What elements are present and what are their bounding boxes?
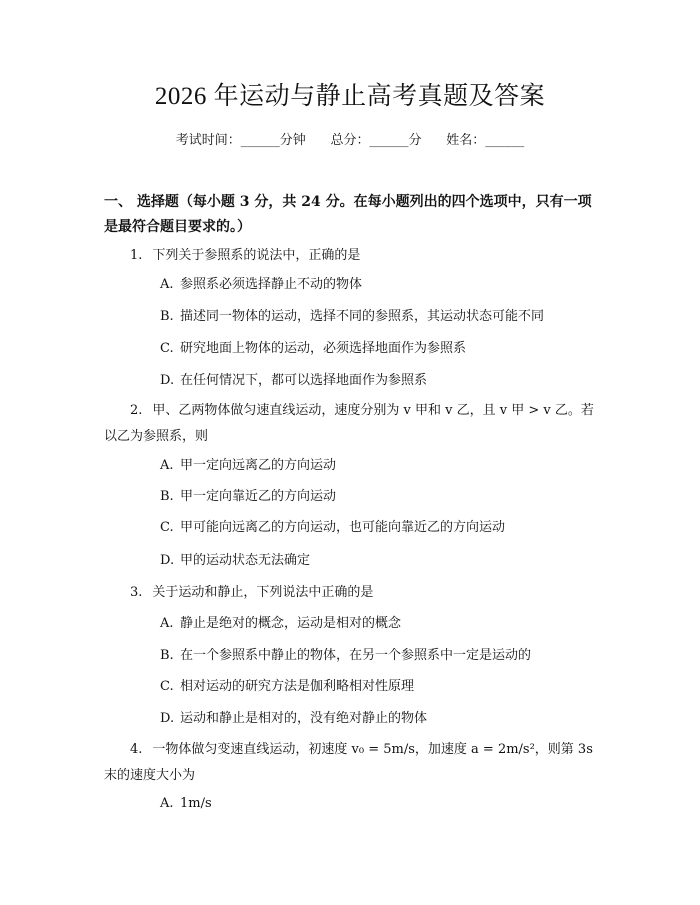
question-text: 一物体做匀变速直线运动，初速度 v₀ = 5m/s，加速度 a = 2m/s²，则第 3s 末的速度大小为 [104, 742, 593, 783]
question-number: 1. [130, 248, 143, 263]
option-text: 在任何情况下，都可以选择地面作为参照系 [180, 373, 428, 388]
option-label: B. [160, 489, 174, 504]
option-label: D. [160, 711, 175, 726]
option-text: 运动和静止是相对的，没有绝对静止的物体 [180, 711, 428, 726]
question-4 [104, 737, 598, 789]
question-3-option-b[interactable] [160, 646, 600, 666]
option-label: C. [160, 341, 174, 356]
question-1-option-a[interactable] [160, 275, 600, 295]
question-2-option-d[interactable] [160, 551, 600, 571]
question-4-option-a[interactable] [160, 794, 600, 814]
option-text: 静止是绝对的概念，运动是相对的概念 [180, 616, 402, 631]
option-label: C. [160, 520, 174, 535]
option-text: 在一个参照系中静止的物体，在另一个参照系中一定是运动的 [180, 648, 532, 663]
question-2 [104, 398, 598, 450]
option-label: C. [160, 679, 174, 694]
option-label: A. [160, 458, 174, 473]
option-text: 研究地面上物体的运动，必须选择地面作为参照系 [180, 341, 467, 356]
question-text: 关于运动和静止，下列说法中正确的是 [152, 585, 374, 600]
question-number: 3. [130, 585, 143, 600]
option-label: B. [160, 309, 174, 324]
option-text: 甲可能向远离乙的方向运动，也可能向靠近乙的方向运动 [180, 520, 506, 535]
option-label: B. [160, 648, 174, 663]
question-text: 下列关于参照系的说法中，正确的是 [152, 248, 361, 263]
option-label: D. [160, 373, 175, 388]
option-text: 甲一定向远离乙的方向运动 [180, 458, 337, 473]
option-text: 参照系必须选择静止不动的物体 [180, 277, 363, 292]
option-label: A. [160, 277, 174, 292]
question-3-option-c[interactable] [160, 677, 600, 697]
section-heading: 一、 选择题（每小题 3 分，共 24 分。在每小题列出的四个选项中，只有一项是最符合题目要求的。） [104, 194, 592, 235]
question-text: 甲、乙两物体做匀速直线运动，速度分别为 v 甲和 v 乙，且 v 甲 > v 乙。若以乙为参照系，则 [104, 403, 594, 444]
question-number: 2. [130, 403, 143, 418]
page-title: 2026 年运动与静止高考真题及答案 [154, 83, 546, 110]
question-3-option-a[interactable] [160, 614, 600, 634]
question-number: 4. [130, 742, 143, 757]
question-1 [104, 243, 598, 269]
option-text: 1m/s [180, 796, 212, 811]
option-label: D. [160, 553, 175, 568]
question-2-option-a[interactable] [160, 456, 600, 476]
question-2-option-c[interactable] [160, 518, 600, 538]
option-text: 相对运动的研究方法是伽利略相对性原理 [180, 679, 415, 694]
exam-info-line: 考试时间：______分钟 总分：______分 姓名：______ [175, 133, 525, 148]
option-label: A. [160, 616, 174, 631]
question-3-option-d[interactable] [160, 709, 600, 729]
option-label: A. [160, 796, 174, 811]
option-text: 甲一定向靠近乙的方向运动 [180, 489, 337, 504]
question-1-option-d[interactable] [160, 371, 600, 391]
question-3 [104, 580, 598, 606]
question-1-option-b[interactable] [160, 307, 600, 327]
option-text: 描述同一物体的运动，选择不同的参照系，其运动状态可能不同 [180, 309, 545, 324]
question-2-option-b[interactable] [160, 487, 600, 507]
option-text: 甲的运动状态无法确定 [180, 553, 311, 568]
question-1-option-c[interactable] [160, 339, 600, 359]
